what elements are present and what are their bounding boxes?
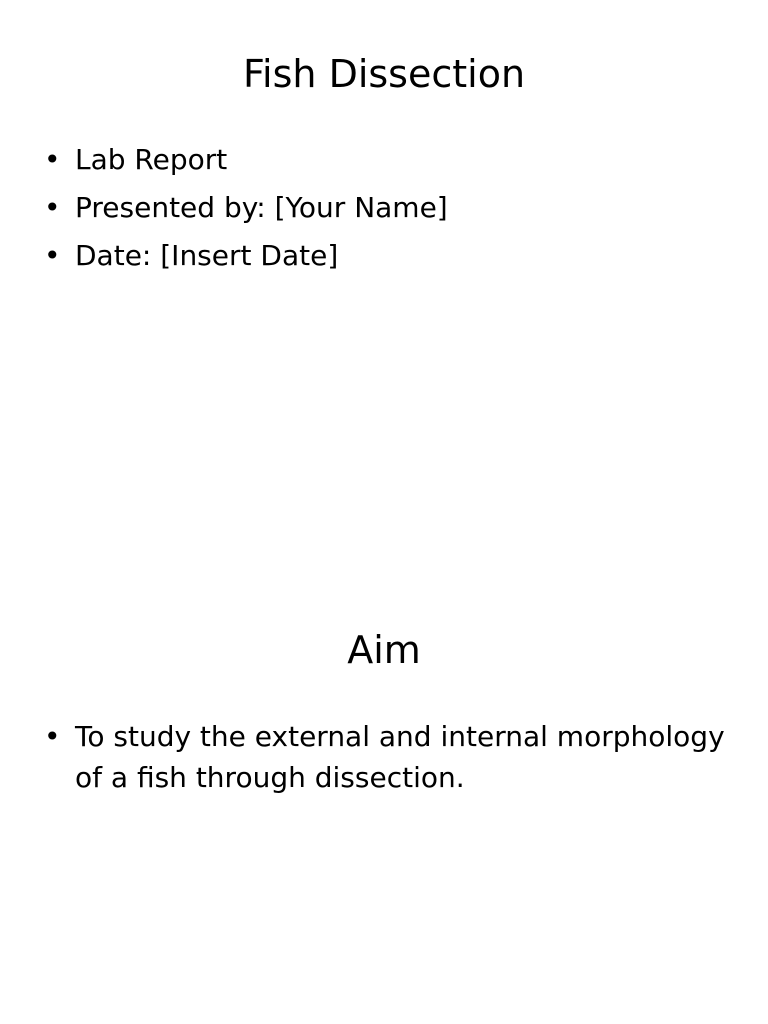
bullet-item-date: • Date: [Insert Date] [44,236,734,276]
bullet-list [44,140,734,284]
bullet-item-aim: • To study the external and internal morphology of a fish through dissection. [44,716,734,798]
bullet-item-lab-report: • Lab Report [44,140,734,180]
slide-title: Aim [347,628,421,672]
slide-aim [0,576,768,1024]
bullet-item-presenter: • Presented by: [Your Name] [44,188,734,228]
slide-title: Fish Dissection [242,52,526,96]
bullet-list [44,716,734,806]
